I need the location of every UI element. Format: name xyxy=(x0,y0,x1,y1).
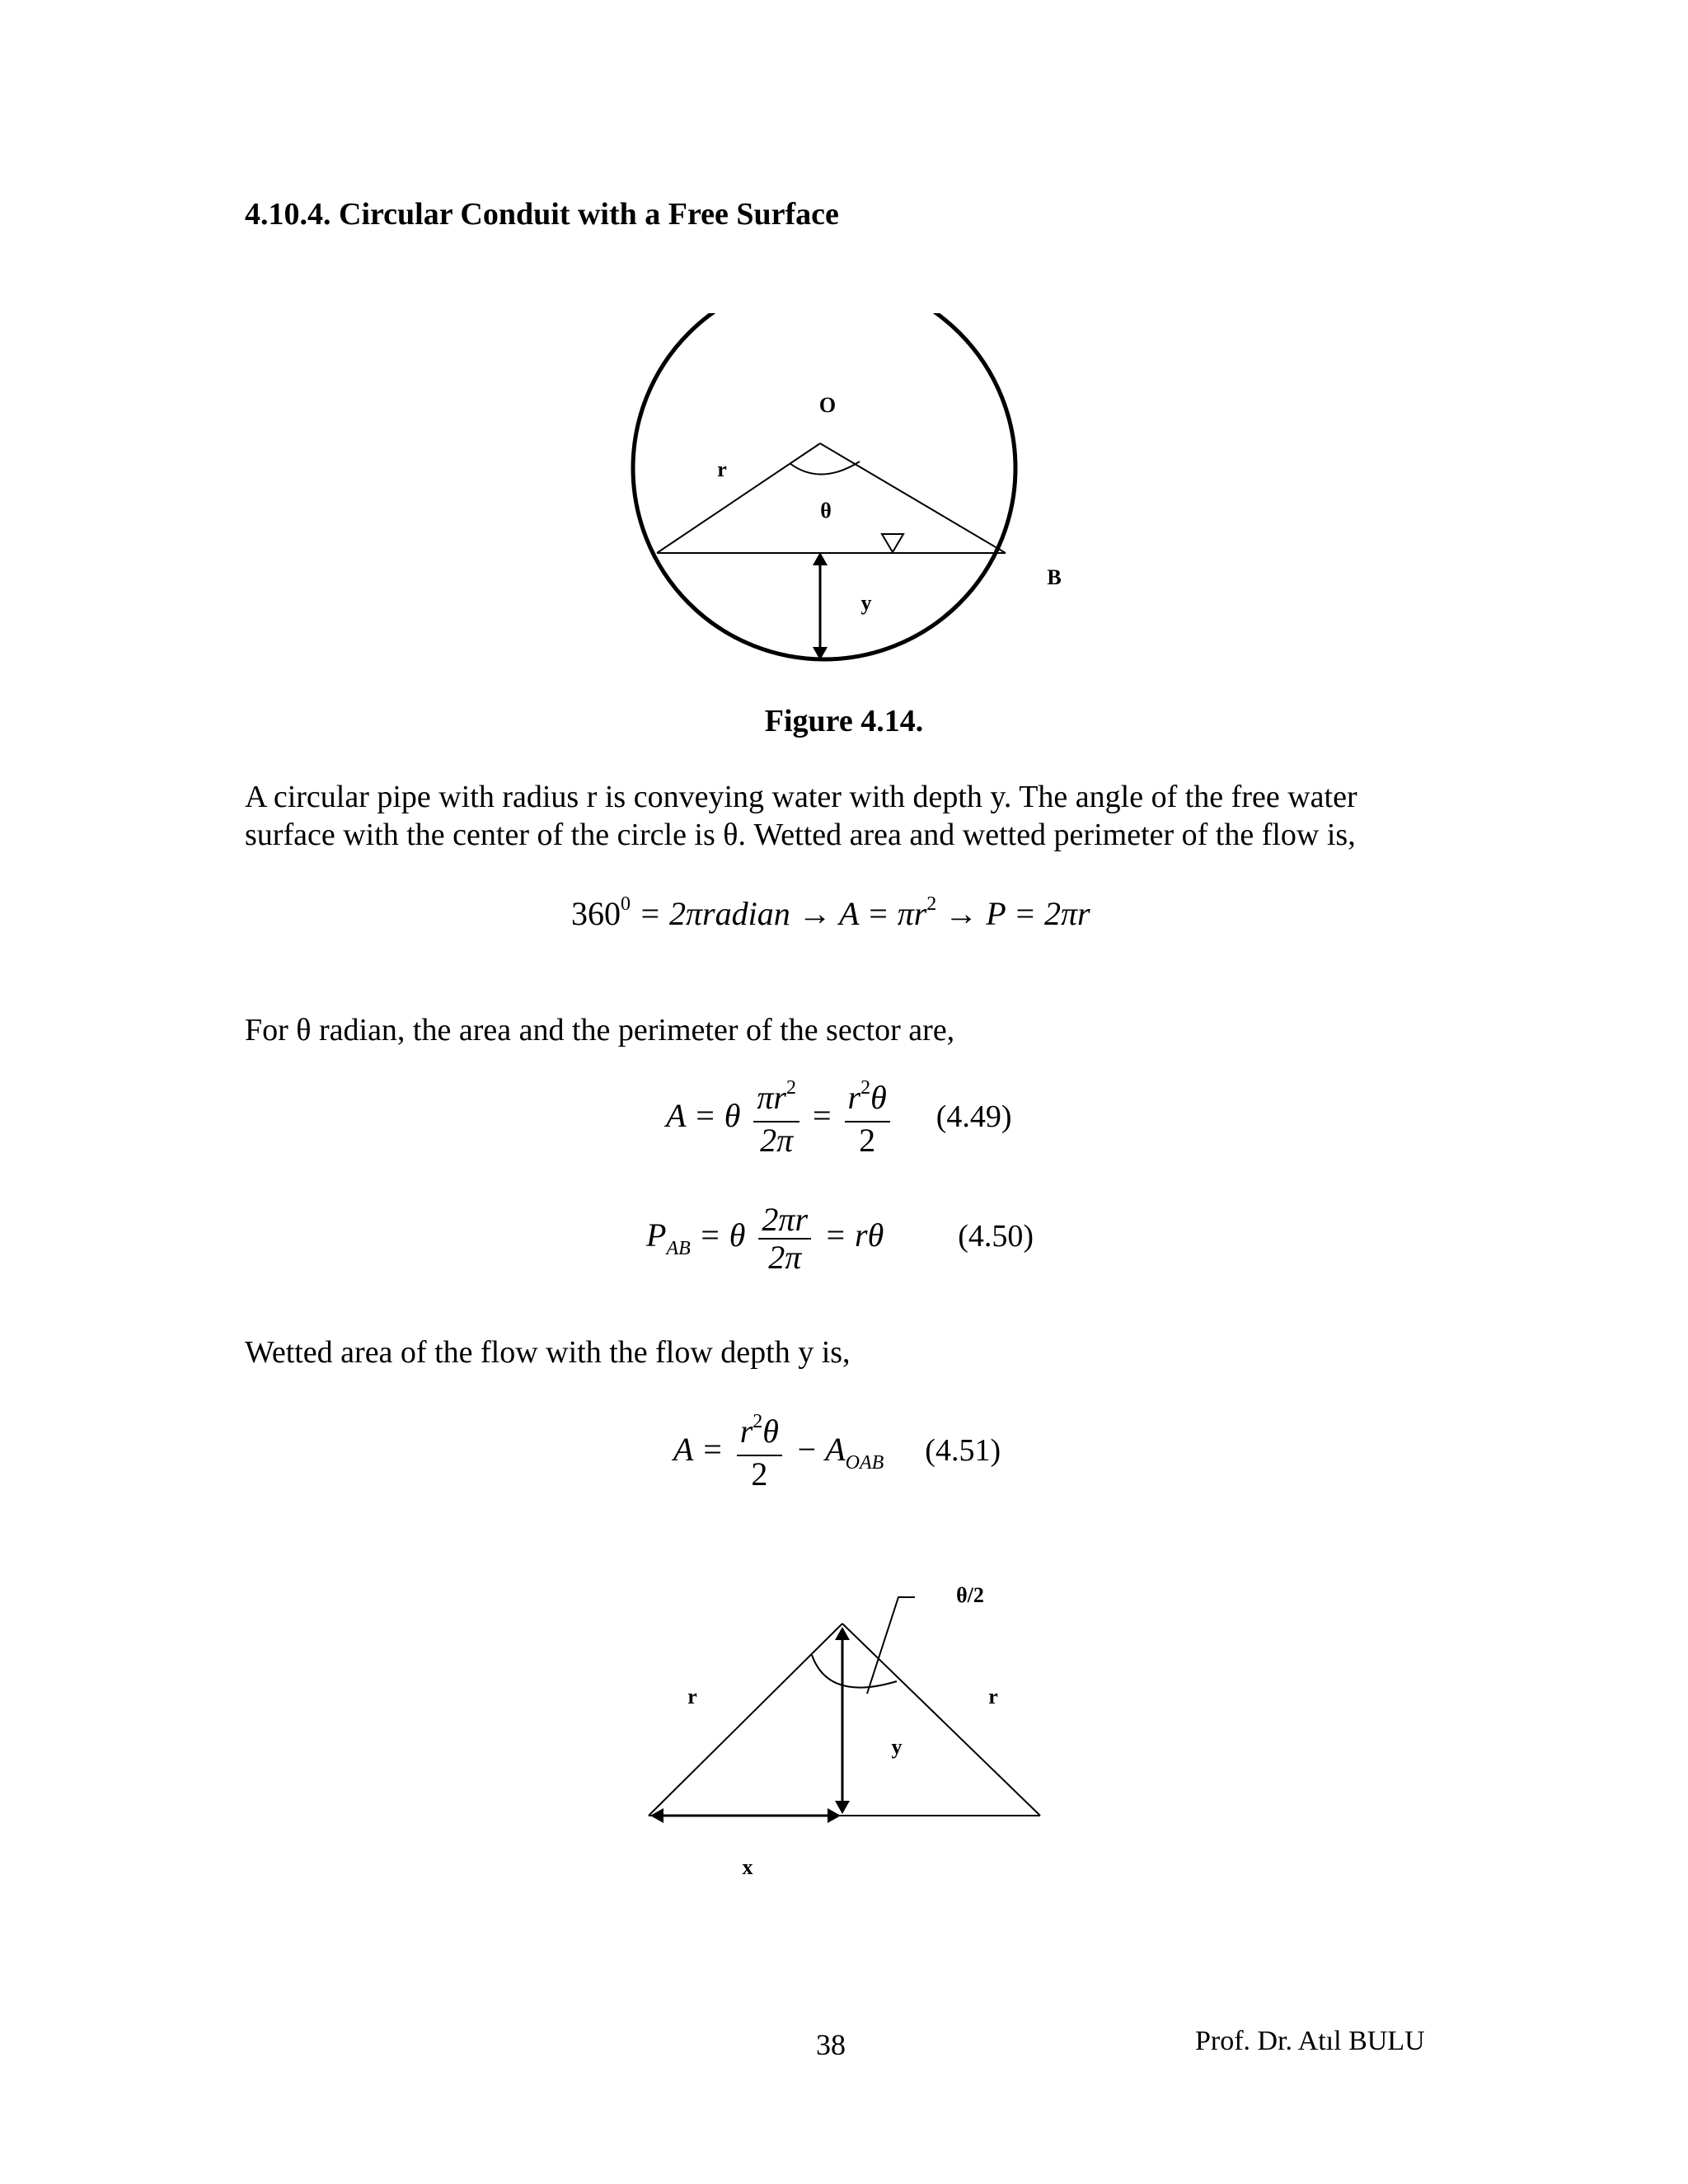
section-heading: 4.10.4. Circular Conduit with a Free Surface xyxy=(245,197,839,232)
label-radius: r xyxy=(717,457,727,481)
radius-line-left xyxy=(657,443,820,553)
base-arrow-left-icon xyxy=(650,1808,663,1823)
figure-circular-conduit xyxy=(626,313,1088,676)
pipe-circle xyxy=(633,313,1015,659)
paragraph-2: For θ radian, the area and the perimeter of the sector are, xyxy=(245,1013,955,1047)
figure-caption: Figure 4.14. xyxy=(764,704,924,738)
equation-number: (4.51) xyxy=(925,1433,1001,1469)
page-number: 38 xyxy=(816,2028,846,2061)
label-center: O xyxy=(818,393,837,417)
triangle-left-side xyxy=(649,1624,842,1816)
half-angle-arc xyxy=(812,1655,897,1688)
height-arrow-down-icon xyxy=(835,1801,850,1814)
triangle-right-side xyxy=(842,1624,1040,1816)
depth-arrow-up-icon xyxy=(813,552,828,565)
equation-number: (4.49) xyxy=(935,1099,1012,1135)
label-point-b: B xyxy=(1047,565,1062,589)
angle-arc xyxy=(790,462,860,475)
paragraph-3: Wetted area of the flow with the flow depth y is, xyxy=(245,1335,851,1370)
base-arrow-right-icon xyxy=(828,1808,841,1823)
paragraph-1 xyxy=(245,778,1456,854)
fraction: $\frac{\pi r^2}{2\pi}$ xyxy=(753,1080,799,1159)
water-surface-icon xyxy=(882,534,903,552)
equation-4-51: A = $\frac{r^2\theta}{2}$ − $A_{OAB}$ (4.51) xyxy=(673,1411,1001,1493)
equation-circle-relations: $360^0$ = 2πradian → $A = \pi r^2 \to P = 2\pi r$ xyxy=(571,893,1090,932)
label-depth: y xyxy=(860,591,872,615)
equation-number: (4.50) xyxy=(958,1219,1034,1254)
label-half-angle: θ/2 xyxy=(956,1583,984,1607)
half-angle-leader xyxy=(867,1597,915,1694)
label-right-r: r xyxy=(988,1685,998,1708)
radius-line-right xyxy=(820,443,1006,553)
equation-4-49: A = θ $\frac{\pi r^2}{2\pi}$ = $\frac{r^2\theta}{2}$ (4.49) xyxy=(666,1077,1012,1159)
paragraph-1-line-2: surface with the center of the circle is θ. Wetted area and wetted perimeter of the flow is, xyxy=(245,818,1356,852)
fraction: $\frac{r^2\theta}{2}$ xyxy=(845,1080,890,1159)
footer-author: Prof. Dr. Atıl BULU xyxy=(1195,2026,1425,2056)
label-base-x: x xyxy=(742,1855,753,1879)
paragraph-1-line-1: A circular pipe with radius r is conveying water with depth y. The angle of the free water xyxy=(245,780,1357,814)
label-depth: y xyxy=(891,1735,903,1759)
fraction: $\frac{2\pi r}{2\pi}$ xyxy=(758,1202,811,1276)
equation-4-50: $P_{AB} = \theta$ $\frac{2\pi r}{2\pi}$ = rθ (4.50) xyxy=(646,1201,1034,1276)
label-left-r: r xyxy=(687,1685,697,1708)
figure-triangle-oab xyxy=(626,1566,1088,1912)
label-angle: θ xyxy=(820,499,832,523)
fraction: $\frac{r^2\theta}{2}$ xyxy=(737,1413,782,1493)
